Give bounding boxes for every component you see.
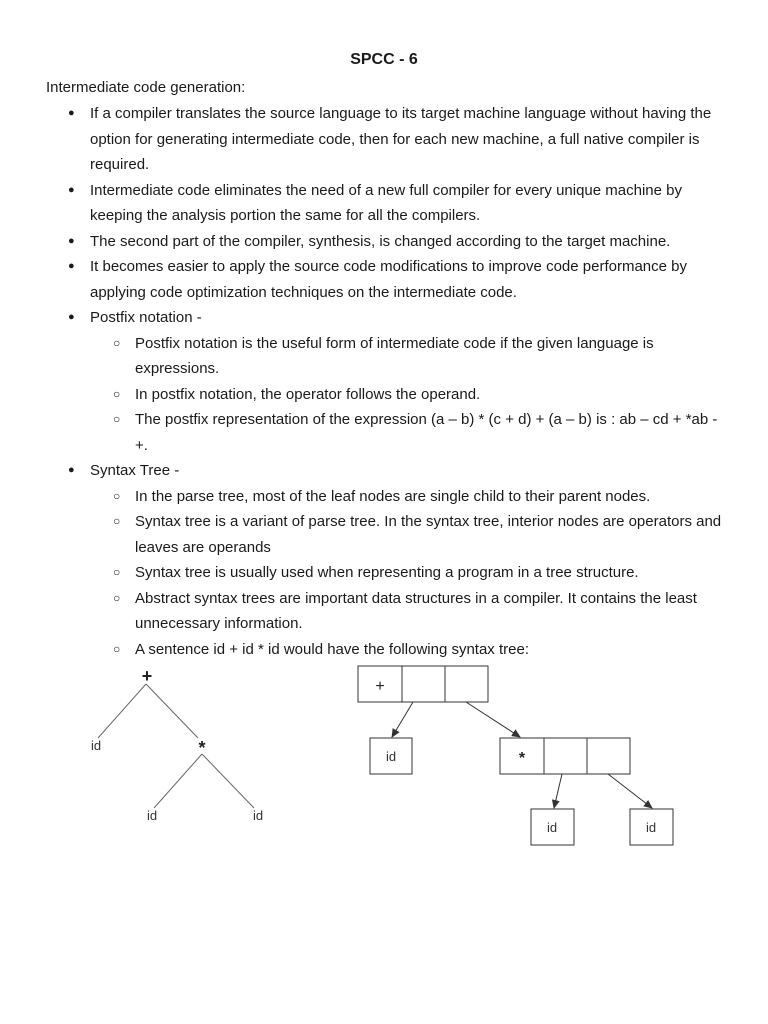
- document-body: [0, 101, 768, 662]
- tree-edge: [146, 684, 198, 738]
- sub-list-item: ○ Syntax tree is usually used when representing a program in a tree structure.: [135, 560, 722, 586]
- pointer-arrow: [554, 774, 562, 808]
- syntax-tree-diagrams: [0, 660, 768, 860]
- list-item: ● Intermediate code eliminates the need of a new full compiler for every unique machine by keeping the analysis portion the same for all the compilers.: [90, 178, 722, 229]
- section-heading: Intermediate code generation:: [46, 79, 246, 96]
- bullet-list: [0, 101, 722, 662]
- sub-list-item: ○ Abstract syntax trees are important data structures in a compiler. It contains the least unnecessary information.: [135, 586, 722, 637]
- postfix-label: Postfix notation -: [90, 309, 202, 326]
- tree-edge: [98, 684, 146, 738]
- record-operator-label: *: [518, 750, 526, 767]
- sub-list-item: ○ The postfix representation of the expression (a – b) * (c + d) + (a – b) is : ab – cd + *ab -+.: [135, 407, 722, 458]
- simple-syntax-tree: [98, 684, 254, 808]
- list-item: ● If a compiler translates the source language to its target machine language without having the option for generating intermediate code, then for each new machine, a full native compiler is required.: [90, 101, 722, 178]
- tree-leaf-node: id: [146, 808, 158, 823]
- tree-root-node: +: [141, 666, 153, 686]
- record-leaf-label: id: [385, 749, 397, 764]
- tree-edge: [202, 754, 254, 808]
- syntax-tree-sublist: [90, 484, 722, 663]
- tree-operator-node: *: [198, 738, 206, 758]
- tree-leaf-node: id: [90, 738, 102, 753]
- pointer-arrow: [608, 774, 652, 808]
- tree-leaf-node: id: [252, 808, 264, 823]
- list-item-postfix: [90, 305, 722, 458]
- sub-list-item: ○ Postfix notation is the useful form of intermediate code if the given language is expressions.: [135, 331, 722, 382]
- sub-list-item: ○ A sentence id + id * id would have the following syntax tree:: [135, 637, 722, 663]
- sub-list-item: ○ In postfix notation, the operator follows the operand.: [135, 382, 722, 408]
- list-item-syntax-tree: [90, 458, 722, 662]
- syntax-tree-label: Syntax Tree -: [90, 462, 180, 479]
- page-title: SPCC - 6: [350, 51, 418, 68]
- tree-edge: [154, 754, 202, 808]
- postfix-sublist: [90, 331, 722, 459]
- linked-syntax-tree: [358, 666, 673, 845]
- record-leaf-label: id: [645, 820, 657, 835]
- record-leaf-label: id: [546, 820, 558, 835]
- sub-list-item: ○ In the parse tree, most of the leaf nodes are single child to their parent nodes.: [135, 484, 722, 510]
- pointer-arrow: [392, 702, 413, 737]
- record-operator-label: +: [375, 678, 385, 695]
- list-item: ● The second part of the compiler, synthesis, is changed according to the target machine.: [90, 229, 722, 255]
- list-item: ● It becomes easier to apply the source code modifications to improve code performance by applying code optimization techniques on the intermediate code.: [90, 254, 722, 305]
- sub-list-item: ○ Syntax tree is a variant of parse tree. In the syntax tree, interior nodes are operators and leaves are operands: [135, 509, 722, 560]
- pointer-arrow: [466, 702, 520, 737]
